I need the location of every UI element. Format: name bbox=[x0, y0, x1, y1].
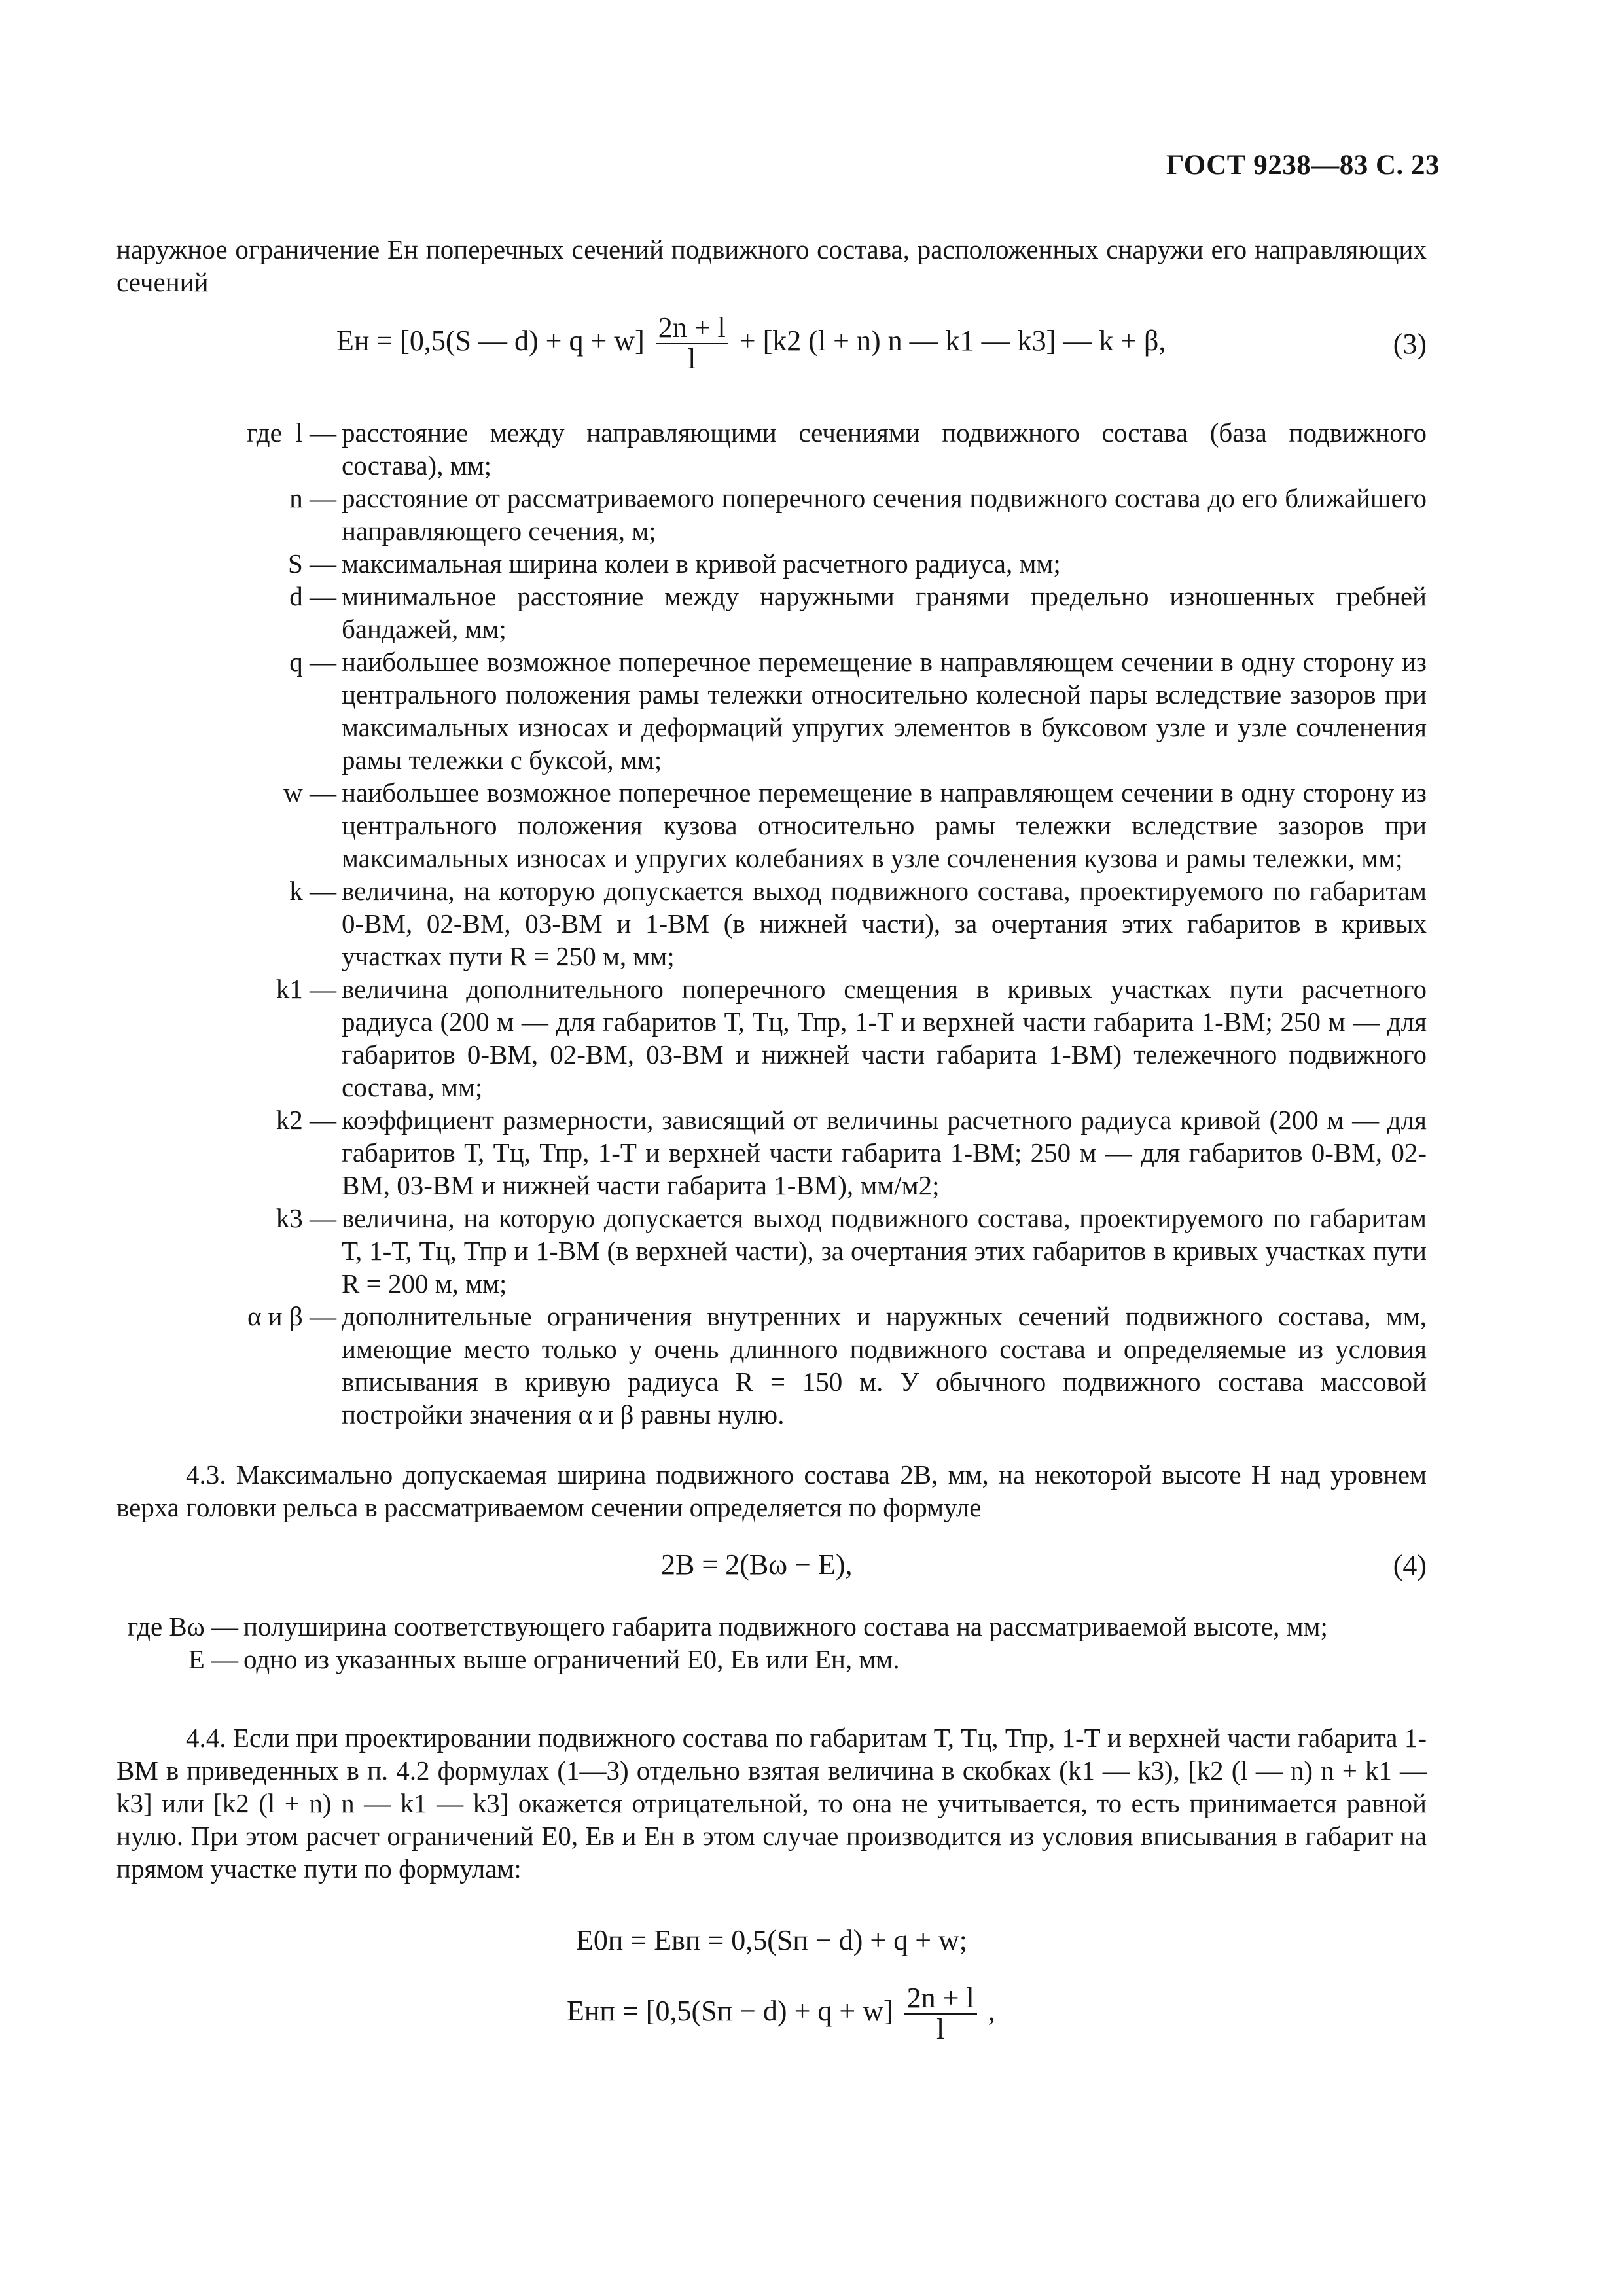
intro-paragraph: наружное ограничение Eн поперечных сечений подвижного состава, расположенных снаружи его направляющих сечений bbox=[116, 234, 1427, 297]
definition-term: S — bbox=[287, 548, 336, 579]
definition-text: коэффициент размерности, зависящий от величины расчетного радиуса кривой (200 м — для габаритов Т, Тц, Тпр, 1-Т и верхней части габарита 1-ВМ; 250 м — для габаритов 0-ВМ, 02-ВМ, 03-ВМ и нижней части габарита 1-ВМ), мм/м2; bbox=[342, 1105, 1427, 1200]
definition-text: полуширина соответствующего габарита подвижного состава на рассматриваемой высоте, мм; bbox=[243, 1611, 1328, 1641]
formula-3-lhs: Eн = [0,5(S — d) + q + w] bbox=[336, 325, 645, 357]
formula-6-fraction bbox=[904, 1983, 977, 2045]
definition-term: k1 — bbox=[276, 974, 336, 1004]
formula-3-denominator: l bbox=[688, 343, 696, 375]
definition-text: величина, на которую допускается выход подвижного состава, проектируемого по габаритам Т, 1-Т, Тц, Тпр и 1-ВМ (в верхней части), за очертания этих габаритов в кривых участках пути R = 200 м, мм; bbox=[342, 1203, 1427, 1299]
definition-term: E — bbox=[188, 1644, 238, 1674]
definitions-list bbox=[116, 416, 1427, 1431]
formula-3 bbox=[336, 313, 1166, 374]
definition-text: наибольшее возможное поперечное перемещение в направляющем сечении в одну сторону из центрального положения рамы тележки относительно колесной пары вследствие зазоров при максимальных износах и деформаций упругих элементов в буксовом узле и узле сочленения рамы тележки с буксой, мм; bbox=[342, 647, 1427, 775]
formula-3-rhs: + [k2 (l + n) n — k1 — k3] — k + β, bbox=[739, 325, 1166, 357]
definition-text: расстояние от рассматриваемого поперечного сечения подвижного состава до его ближайшего направляющего сечения, м; bbox=[342, 483, 1427, 546]
paragraph-4-4: 4.4. Если при проектировании подвижного состава по габаритам Т, Тц, Тпр, 1-Т и верхней части габарита 1-ВМ в приведенных в п. 4.2 формулах (1—3) отдельно взятая величина в скобках (k1 — k3), [k2 (l — n) n + k1 — k3] или [k2 (l + n) n — k1 — k3] окажется отрицательной, то она не учитывается, то есть принимается равной нулю. При этом расчет ограничений E0, Eв и Eн в этом случае производится из условия вписывания в габарит на прямом участке пути по формулам: bbox=[116, 1723, 1427, 1884]
definition-term: w — bbox=[283, 778, 336, 808]
formula-5: E0п = Eвп = 0,5(Sп − d) + q + w; bbox=[576, 1924, 968, 1956]
definition-term: k3 — bbox=[276, 1203, 336, 1233]
definition-term: где Bω — bbox=[127, 1611, 238, 1641]
definition-text: максимальная ширина колеи в кривой расчетного радиуса, мм; bbox=[342, 548, 1061, 579]
definition-text: величина дополнительного поперечного смещения в кривых участках пути расчетного радиуса (200 м — для габаритов Т, Тц, Тпр, 1-Т и верхней части габарита 1-ВМ; 250 м — для габаритов 0-ВМ, 02-ВМ, 03-ВМ и нижней части габарита 1-ВМ) тележечного подвижного состава, мм; bbox=[342, 974, 1427, 1102]
definition-item bbox=[116, 1202, 1427, 1300]
definition-term: где l — bbox=[247, 418, 336, 448]
definition-item bbox=[116, 1103, 1427, 1202]
definition-term: n — bbox=[289, 483, 336, 513]
formula-6-denominator: l bbox=[936, 2013, 945, 2045]
definition-item bbox=[116, 776, 1427, 874]
definition-item bbox=[116, 874, 1427, 973]
formula-6-lhs: Eнп = [0,5(Sп − d) + q + w] bbox=[567, 1995, 893, 2028]
definition-term: k2 — bbox=[276, 1105, 336, 1135]
formula-4: 2B = 2(Bω − E), bbox=[661, 1549, 853, 1581]
definition-term: k — bbox=[289, 876, 336, 906]
definition-term: d — bbox=[289, 581, 336, 611]
definition-term: α и β — bbox=[247, 1301, 336, 1331]
definitions-list-2 bbox=[116, 1610, 1427, 1676]
formula-3-numerator: 2n + l bbox=[656, 313, 728, 344]
definition-text: одно из указанных выше ограничений E0, Eв или Eн, мм. bbox=[243, 1644, 900, 1674]
formula-6-tail: , bbox=[988, 1995, 995, 2028]
formula-3-fraction bbox=[656, 313, 728, 374]
definition-item bbox=[116, 973, 1427, 1103]
definition-term: q — bbox=[289, 647, 336, 677]
definition-item bbox=[116, 1610, 1427, 1643]
page-header: ГОСТ 9238—83 С. 23 bbox=[1166, 150, 1440, 181]
definition-item bbox=[116, 547, 1427, 580]
formula-6-numerator: 2n + l bbox=[904, 1983, 977, 2015]
definition-text: расстояние между направляющими сечениями подвижного состава (база подвижного состава), мм; bbox=[342, 418, 1427, 480]
formula-6 bbox=[567, 1983, 995, 2045]
definition-text: минимальное расстояние между наружными гранями предельно изношенных гребней бандажей, мм; bbox=[342, 581, 1427, 644]
definition-item bbox=[116, 580, 1427, 645]
definition-item bbox=[116, 1643, 1427, 1676]
definition-text: наибольшее возможное поперечное перемещение в направляющем сечении в одну сторону из центрального положения кузова относительно рамы тележки вследствие зазоров при максимальных износах и упругих колебаниях в узле сочленения кузова и рамы тележки, мм; bbox=[342, 778, 1427, 873]
definition-item bbox=[116, 482, 1427, 547]
paragraph-4-3: 4.3. Максимально допускаемая ширина подвижного состава 2B, мм, на некоторой высоте H над уровнем верха головки рельса в рассматриваемом сечении определяется по формуле bbox=[116, 1460, 1427, 1522]
definition-item bbox=[116, 416, 1427, 482]
equation-number-4: (4) bbox=[1393, 1549, 1427, 1581]
definition-item bbox=[116, 1300, 1427, 1431]
definition-text: величина, на которую допускается выход подвижного состава, проектируемого по габаритам 0-ВМ, 02-ВМ, 03-ВМ и 1-ВМ (в нижней части), за очертания этих габаритов в кривых участках пути R = 250 м, мм; bbox=[342, 876, 1427, 971]
definition-text: дополнительные ограничения внутренних и наружных сечений подвижного состава, мм, имеющие место только у очень длинного подвижного состава и определяемые из условия вписывания в кривую радиуса R = 150 м. У обычного подвижного состава массовой постройки значения α и β равны нулю. bbox=[342, 1301, 1427, 1429]
definition-item bbox=[116, 645, 1427, 776]
equation-number-3: (3) bbox=[1393, 328, 1427, 360]
